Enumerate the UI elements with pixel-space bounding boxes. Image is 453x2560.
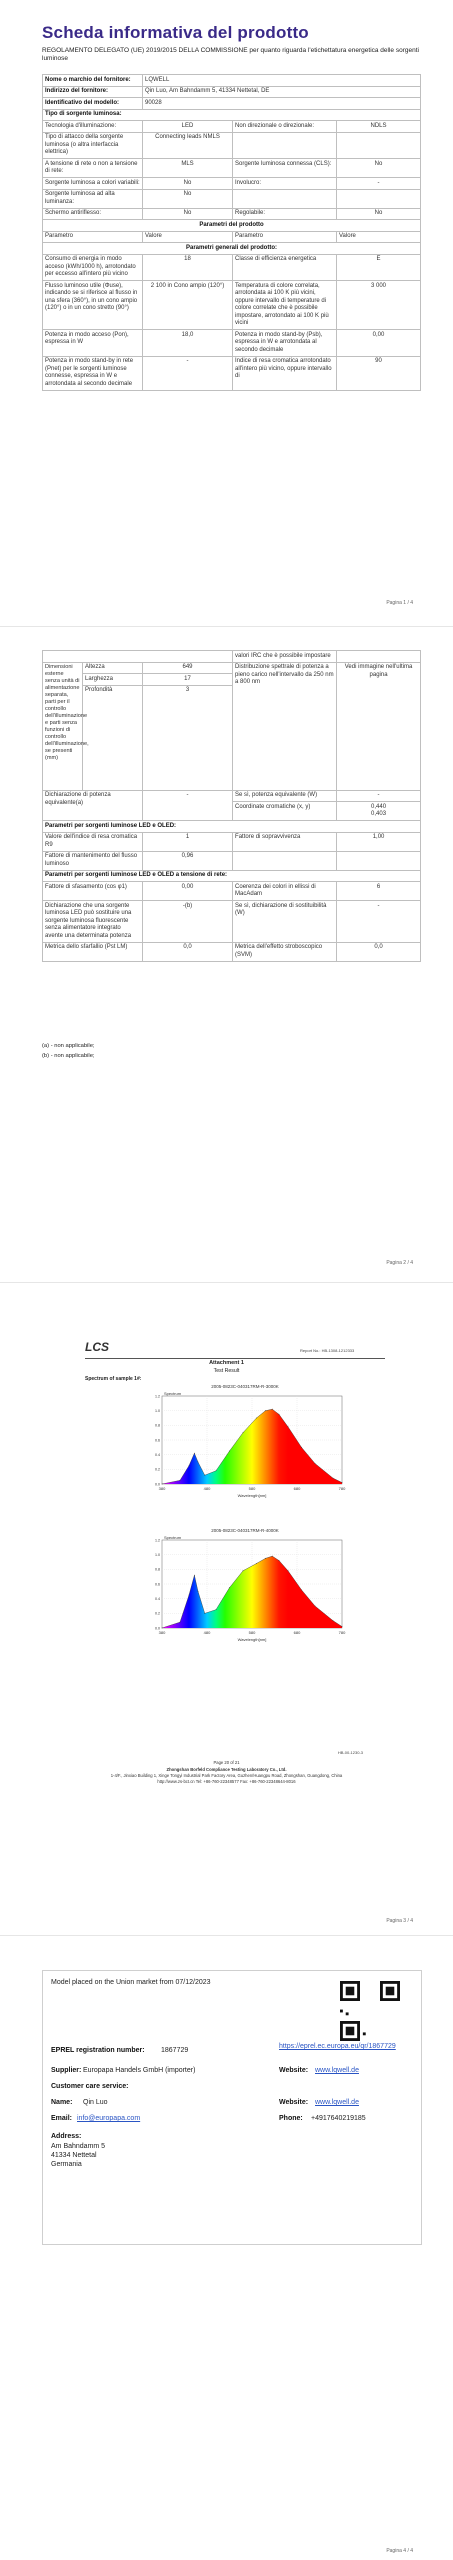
table-row — [43, 98, 421, 110]
data-point — [180, 1621, 181, 1622]
cell: Non direzionale o direzionale: — [233, 121, 337, 133]
page-divider — [0, 1282, 453, 1283]
table-row — [43, 651, 421, 663]
market-date: Model placed on the Union market from 07/12/2023 — [51, 1979, 211, 1986]
table-row — [43, 832, 421, 851]
cell: 649 — [143, 662, 233, 674]
section-header: Parametri per sorgenti luminose LED e OLED: — [43, 821, 421, 833]
cell: Dichiarazione che una sorgente luminosa LED può sostituire una sorgente luminosa fluorescente senza alimentatore integrato avente una determinata potenza — [43, 901, 143, 943]
cell: Metrica dell'effetto stroboscopico (SVM) — [233, 942, 337, 961]
cell: valori IRC che è possibile impostare — [233, 651, 337, 663]
data-point — [342, 1626, 343, 1627]
report-code: HB-00-1230-3 — [337, 1750, 363, 1755]
y-tick-label: 0.2 — [155, 1611, 160, 1616]
cell: Indice di resa cromatica arrotondato all'intero più vicino, oppure intervallo di — [233, 356, 337, 390]
cell: No — [337, 208, 421, 220]
data-point — [198, 1591, 199, 1592]
table-row — [43, 159, 421, 178]
address-label: Address: — [51, 2133, 82, 2140]
table-row — [43, 281, 421, 330]
dimensions-label: Dimensioni esterne senza unità di alimentazione separata, parti per il controllo dell'illuminazione e parti senza funzioni di controllo dell'illuminazione, se presenti (mm) — [43, 662, 83, 790]
footnote-a: (a) - non applicabile; — [42, 1043, 95, 1049]
cell: Se sì, potenza equivalente (W) — [233, 790, 337, 802]
data-point — [243, 1432, 244, 1433]
cell: - — [143, 356, 233, 390]
y-axis-label: Spectrum — [164, 1534, 182, 1540]
data-point — [265, 1410, 266, 1411]
data-point — [301, 1447, 302, 1448]
cell: Fattore di mantenimento del flusso luminoso — [43, 851, 143, 870]
cell: Potenza in modo acceso (Pon), espressa in W — [43, 330, 143, 357]
website-link[interactable]: www.lqwell.de — [315, 2067, 359, 2074]
page-3 — [0, 1290, 453, 1930]
data-point — [198, 1461, 199, 1462]
data-point — [301, 1589, 302, 1590]
data-point — [204, 1474, 205, 1475]
x-tick-label: 680 — [293, 1485, 301, 1491]
lab-contact: http://www.zs-bct.cn Tel: +86-760-22348577 Fax: +86-760-22348644-8016 — [157, 1779, 296, 1784]
page-number: Pagina 3 / 4 — [386, 1918, 413, 1924]
data-point — [162, 1483, 163, 1484]
y-tick-label: 0.0 — [155, 1481, 160, 1486]
column-header: Valore — [337, 231, 421, 243]
address-line: Germania — [51, 2161, 82, 2168]
y-tick-label: 1.2 — [155, 1537, 160, 1542]
data-point — [265, 1558, 266, 1559]
cell: 6 — [337, 882, 421, 901]
cell: Consumo di energia in modo acceso (kWh/1000 h), arrotondato per eccesso all'intero più vicino — [43, 254, 143, 281]
cell — [43, 651, 233, 663]
cell — [337, 851, 421, 870]
data-point — [256, 1563, 257, 1564]
cell: Schermo antiriflesso: — [43, 208, 143, 220]
general-params-header: Parametri generali del prodotto: — [43, 243, 421, 255]
cell: 2 100 in Cono ampio (120°) — [143, 281, 233, 330]
cell: 18 — [143, 254, 233, 281]
product-info-table-continued — [42, 650, 421, 962]
page-divider — [0, 1935, 453, 1936]
cell: A tensione di rete o non a tensione di rete: — [43, 159, 143, 178]
email-link[interactable]: info@europapa.com — [77, 2115, 141, 2122]
data-point — [189, 1465, 190, 1466]
address-line: 41334 Nettetal — [51, 2152, 97, 2159]
address-line: Am Bahndamm 5 — [51, 2143, 106, 2150]
data-point — [272, 1408, 273, 1409]
table-row — [43, 132, 421, 159]
cell: Coordinate cromatiche (x, y) — [233, 802, 337, 821]
data-point — [315, 1605, 316, 1606]
supplier-value: Europapa Handels GmbH (importer) — [83, 2067, 196, 2074]
y-tick-label: 0.2 — [155, 1467, 160, 1472]
data-point — [288, 1426, 289, 1427]
cell: Classe di efficienza energetica — [233, 254, 337, 281]
page-4 — [0, 1940, 453, 2560]
x-tick-label: 580 — [248, 1629, 256, 1635]
regulation-text: REGOLAMENTO DELEGATO (UE) 2019/2015 DELLA COMMISSIONE per quanto riguarda l'etichettatura energetica delle sorgenti luminose — [42, 47, 419, 63]
cell: Fattore di sfasamento (cos φ1) — [43, 882, 143, 901]
lab-logo-icon — [85, 1340, 121, 1354]
data-point — [229, 1587, 230, 1588]
eprel-number: 1867729 — [161, 2047, 189, 2054]
cell: 0,00 — [337, 330, 421, 357]
cell: Sorgente luminosa connessa (CLS): — [233, 159, 337, 178]
page-number: Pagina 2 / 4 — [386, 1260, 413, 1266]
column-header: Parametro — [43, 231, 143, 243]
cell: Metrica dello sfarfallio (Pst LM) — [43, 942, 143, 961]
data-point — [229, 1450, 230, 1451]
spectrum-chart-2 — [140, 1528, 350, 1646]
table-row — [43, 790, 421, 802]
cell: Profondità — [83, 685, 143, 790]
cell: LED — [143, 121, 233, 133]
svg-text:LCS: LCS — [85, 1340, 109, 1354]
table-row — [43, 208, 421, 220]
x-tick-label: 780 — [338, 1629, 346, 1635]
page-divider — [0, 626, 453, 627]
column-header: Valore — [143, 231, 233, 243]
y-tick-label: 0.6 — [155, 1581, 160, 1586]
spd-label: Distribuzione spettrale di potenza a pieno carico nell'intervallo da 250 nm a 800 nm — [233, 662, 337, 790]
cell: 1 — [143, 832, 233, 851]
cell: 0,0 — [143, 942, 233, 961]
cell: Coerenza dei colori in ellissi di MacAdam — [233, 882, 337, 901]
data-point — [333, 1477, 334, 1478]
table-row — [43, 178, 421, 190]
y-tick-label: 1.0 — [155, 1552, 160, 1557]
cell: -(b) — [143, 901, 233, 943]
cell: Larghezza — [83, 674, 143, 686]
cell: 90 — [337, 356, 421, 390]
cell: MLS — [143, 159, 233, 178]
table-row — [43, 330, 421, 357]
cell: 3 — [143, 685, 233, 790]
table-row — [43, 243, 421, 255]
data-point — [194, 1574, 195, 1575]
cell: Valore dell'indice di resa cromatica R9 — [43, 832, 143, 851]
eprel-label: EPREL registration number: — [51, 2047, 145, 2054]
eprel-link[interactable]: https://eprel.ec.europa.eu/qr/1867729 — [279, 2043, 396, 2050]
cell — [337, 189, 421, 208]
cell: No — [143, 208, 233, 220]
y-axis-label: Spectrum — [164, 1390, 182, 1396]
chart-title: 2005-0823C-040317RM-R-4000K — [211, 1528, 279, 1533]
cell: Dichiarazione di potenza equivalente(a) — [43, 790, 143, 821]
model-id-value: 90028 — [143, 98, 421, 110]
x-tick-label: 580 — [248, 1485, 256, 1491]
attachment-title: Attachment 1 — [209, 1360, 244, 1366]
table-row — [43, 882, 421, 901]
table-row — [43, 86, 421, 98]
lab-address: 1-4/F., Jinxiao Building 1, Xinge Tongyi Industrial Park Factory Area, Guzhen/Huangpu Road, Zhongshan, Guangdong, China — [110, 1773, 343, 1778]
table-row — [43, 942, 421, 961]
cell: 1,00 — [337, 832, 421, 851]
cell — [233, 132, 337, 159]
cell: - — [337, 178, 421, 190]
cell: - — [337, 790, 421, 802]
cell: Fattore di sopravvivenza — [233, 832, 337, 851]
cell: Involucro: — [233, 178, 337, 190]
phone-value: +4917640219185 — [311, 2115, 366, 2122]
column-header: Parametro — [233, 231, 337, 243]
footnote-b: (b) - non applicabile; — [42, 1053, 95, 1059]
chart-title: 2005-0823C-040317RM-R-3000K — [211, 1384, 279, 1389]
cell: NDLS — [337, 121, 421, 133]
data-point — [333, 1620, 334, 1621]
cell: No — [337, 159, 421, 178]
supplier-name-value: LQWELL — [143, 75, 421, 87]
light-source-type-label: Tipo di sorgente luminosa: — [43, 109, 421, 121]
cell: - — [143, 790, 233, 821]
cell: Sorgente luminosa ad alta luminanza: — [43, 189, 143, 208]
table-row — [43, 121, 421, 133]
cell: Se sì, dichiarazione di sostituibilità (W) — [233, 901, 337, 943]
report-page-number: Page 20 of 21 — [213, 1760, 240, 1765]
y-tick-label: 1.0 — [155, 1408, 160, 1413]
website-label: Website: — [279, 2099, 309, 2106]
cell: Potenza in modo stand-by in rete (Pnet) per le sorgenti luminose connesse, espressa in W e arrotondata al secondo decimale — [43, 356, 143, 390]
supplier-address-label: Indirizzo del fornitore: — [43, 86, 143, 98]
x-tick-label: 780 — [338, 1485, 346, 1491]
table-row — [43, 109, 421, 121]
data-point — [180, 1480, 181, 1481]
cell: 0,00 — [143, 882, 233, 901]
table-row — [43, 870, 421, 882]
cell: 0,440 0,403 — [337, 802, 421, 821]
customer-care-label: Customer care service: — [51, 2083, 129, 2090]
data-point — [243, 1570, 244, 1571]
y-tick-label: 0.0 — [155, 1625, 160, 1630]
spectrum-chart-1 — [140, 1384, 350, 1502]
cell: Temperatura di colore correlata, arrotondata ai 100 K più vicini, oppure intervallo di temperature di colore correlate che è possibile impostare, arrotondato ai 100 K più vicini — [233, 281, 337, 330]
x-tick-label: 380 — [158, 1629, 166, 1635]
data-point — [279, 1560, 280, 1561]
spectrum-plot-1 — [140, 1390, 350, 1500]
document-title: Scheda informativa del prodotto — [42, 23, 309, 42]
report-number: Report No.: HB-1308-1212333 — [300, 1348, 355, 1353]
table-row — [43, 901, 421, 943]
supplier-address-value: Qin Luo, Am Bahndamm 5, 41334 Nettetal, DE — [143, 86, 421, 98]
data-point — [315, 1463, 316, 1464]
spectrum-plot-2 — [140, 1534, 350, 1644]
cell — [337, 651, 421, 663]
cell: Regolabile: — [233, 208, 337, 220]
cell: E — [337, 254, 421, 281]
phone-label: Phone: — [279, 2115, 303, 2122]
data-point — [204, 1613, 205, 1614]
table-row — [43, 254, 421, 281]
data-point — [189, 1594, 190, 1595]
data-point — [342, 1482, 343, 1483]
eprel-info-box — [42, 1970, 422, 2245]
cell: 0,0 — [337, 942, 421, 961]
x-tick-label: 480 — [203, 1629, 211, 1635]
cell: 18,0 — [143, 330, 233, 357]
cell: 3 000 — [337, 281, 421, 330]
header-rule — [85, 1358, 385, 1359]
cell — [233, 851, 337, 870]
x-axis-label: Wavelength[nm] — [237, 1636, 267, 1642]
lab-name: Zhongshan Borfeld Compliance Testing Laboratory Co., Ltd. — [166, 1767, 287, 1772]
y-tick-label: 1.2 — [155, 1393, 160, 1398]
cell: Altezza — [83, 662, 143, 674]
y-tick-label: 0.4 — [155, 1596, 160, 1601]
cell: 0,96 — [143, 851, 233, 870]
qr-code-icon[interactable] — [340, 1981, 400, 2041]
y-tick-label: 0.8 — [155, 1423, 160, 1428]
table-row — [43, 356, 421, 390]
cell: No — [143, 178, 233, 190]
supplier-name-label: Nome o marchio del fornitore: — [43, 75, 143, 87]
table-row — [43, 189, 421, 208]
table-header-row — [43, 231, 421, 243]
cell — [233, 189, 337, 208]
table-row — [43, 662, 421, 674]
cell: Potenza in modo stand-by (Psb), espressa in W e arrotondata al secondo decimale — [233, 330, 337, 357]
test-result-title: Test Result — [213, 1368, 240, 1374]
cell — [337, 132, 421, 159]
x-axis-label: Wavelength[nm] — [237, 1492, 267, 1498]
data-point — [288, 1570, 289, 1571]
section-header: Parametri per sorgenti luminose LED e OLED a tensione di rete: — [43, 870, 421, 882]
data-point — [256, 1417, 257, 1418]
spectrum-caption: Spectrum of sample 1#: — [85, 1376, 142, 1382]
spd-value: Vedi immagine nell'ultima pagina — [337, 662, 421, 790]
name-label: Name: — [51, 2099, 73, 2106]
model-id-label: Identificativo del modello: — [43, 98, 143, 110]
data-point — [272, 1555, 273, 1556]
email-label: Email: — [51, 2115, 73, 2122]
cell: Connecting leads NMLS — [143, 132, 233, 159]
page-1 — [0, 0, 453, 612]
data-point — [216, 1470, 217, 1471]
table-row — [43, 821, 421, 833]
website-link[interactable]: www.lqwell.de — [315, 2099, 359, 2106]
page-2 — [0, 640, 453, 1270]
page-number: Pagina 4 / 4 — [386, 2548, 413, 2554]
data-point — [216, 1609, 217, 1610]
table-row — [43, 851, 421, 870]
page-number: Pagina 1 / 4 — [386, 600, 413, 606]
cell: Flusso luminoso utile (Φuse), indicando se si riferisce al flusso in una sfera (360°), in un cono ampio (120°) o in un cono stretto (90°) — [43, 281, 143, 330]
x-tick-label: 680 — [293, 1629, 301, 1635]
cell: - — [337, 901, 421, 943]
x-tick-label: 380 — [158, 1485, 166, 1491]
cell: Tipo di attacco della sorgente luminosa (o altra interfaccia elettrica) — [43, 132, 143, 159]
y-tick-label: 0.6 — [155, 1437, 160, 1442]
cell: No — [143, 189, 233, 208]
table-row — [43, 220, 421, 232]
y-tick-label: 0.8 — [155, 1567, 160, 1572]
x-tick-label: 480 — [203, 1485, 211, 1491]
cell: Tecnologia d'illuminazione: — [43, 121, 143, 133]
y-tick-label: 0.4 — [155, 1452, 160, 1457]
data-point — [279, 1414, 280, 1415]
params-header: Parametri del prodotto — [43, 220, 421, 232]
website-label: Website: — [279, 2067, 309, 2074]
data-point — [162, 1627, 163, 1628]
product-info-table — [42, 74, 421, 391]
cell: Sorgente luminosa a colori variabili: — [43, 178, 143, 190]
data-point — [194, 1452, 195, 1453]
table-row — [43, 75, 421, 87]
cell: 17 — [143, 674, 233, 686]
supplier-label: Supplier: — [51, 2067, 82, 2074]
name-value: Qin Luo — [83, 2099, 108, 2106]
